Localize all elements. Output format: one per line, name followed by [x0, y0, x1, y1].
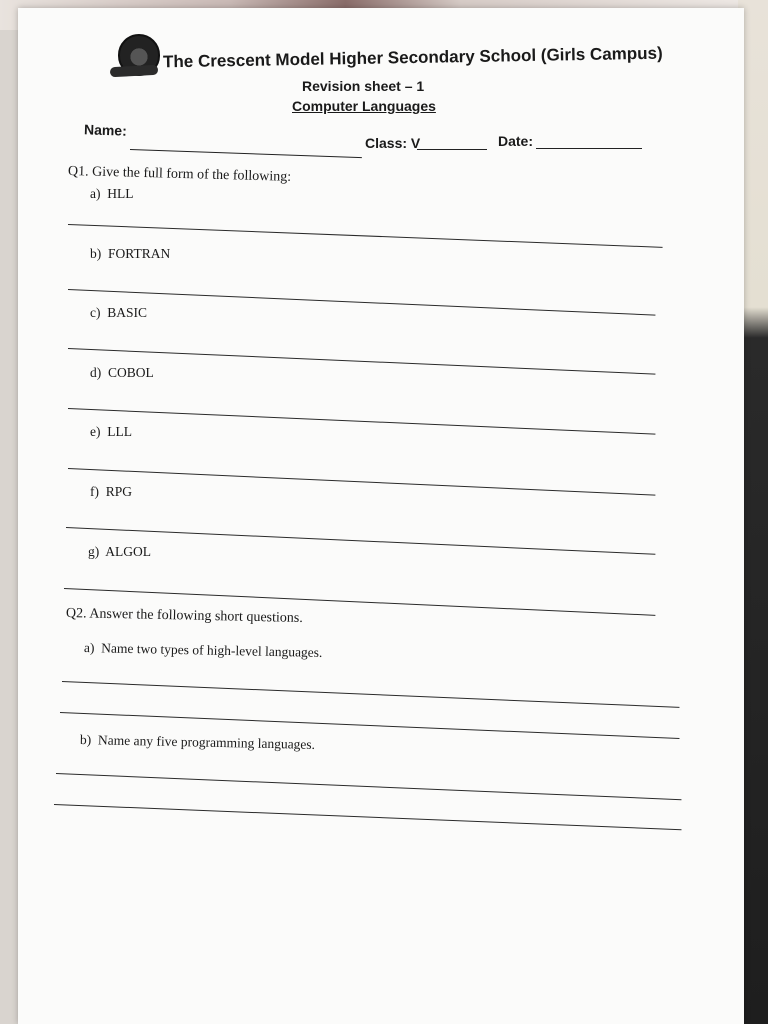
- q1-item-c: [90, 305, 147, 321]
- q2-item-text: Name any five programming languages.: [97, 732, 316, 752]
- name-label: Name:: [83, 121, 128, 139]
- q2-item-letter: a): [83, 640, 95, 656]
- date-label: Date:: [498, 133, 534, 149]
- q1-question: Q1. Give the full form of the following:: [67, 164, 292, 185]
- school-logo-banner: [110, 65, 158, 77]
- q1-answer-line-c[interactable]: [68, 348, 655, 375]
- q1-answer-line-d[interactable]: [68, 408, 655, 435]
- worksheet-paper: [18, 8, 744, 1024]
- q1-item-a: [90, 186, 134, 202]
- q1-answer-line-b[interactable]: [68, 289, 655, 316]
- q1-item-text: HLL: [107, 186, 134, 201]
- school-name: The Crescent Model Higher Secondary School (Girls Campus): [162, 43, 663, 72]
- q1-item-letter: e): [90, 424, 101, 439]
- q1-item-f: [90, 484, 132, 500]
- q2-item-b: [80, 732, 315, 753]
- class-label: Class: V: [365, 135, 421, 151]
- q1-item-g: [88, 544, 151, 560]
- q1-item-text: FORTRAN: [108, 246, 171, 261]
- q1-answer-line-f[interactable]: [66, 527, 655, 555]
- q1-item-b: [90, 246, 170, 262]
- q1-item-text: RPG: [105, 484, 133, 499]
- name-field[interactable]: [130, 149, 362, 158]
- q2-item-text: Name two types of high-level languages.: [101, 640, 323, 660]
- q2-answer-line-b1[interactable]: [56, 773, 681, 800]
- q1-item-text: BASIC: [107, 305, 148, 320]
- q1-item-letter: c): [90, 305, 101, 320]
- q1-item-letter: g): [88, 544, 100, 559]
- subject-title: Computer Languages: [292, 98, 436, 114]
- q1-item-letter: f): [90, 484, 99, 499]
- q1-item-text: ALGOL: [105, 544, 152, 559]
- q1-item-text: LLL: [107, 424, 132, 439]
- q1-item-e: [90, 424, 132, 440]
- date-field[interactable]: [536, 148, 642, 149]
- class-field[interactable]: [417, 149, 487, 150]
- q1-item-letter: d): [90, 365, 102, 380]
- sheet-title: Revision sheet – 1: [302, 78, 425, 94]
- q1-item-d: [90, 365, 154, 381]
- q2-item-a: [84, 640, 323, 661]
- q2-answer-line-a1[interactable]: [62, 681, 679, 708]
- q1-item-letter: b): [90, 246, 102, 261]
- q2-answer-line-b2[interactable]: [54, 804, 682, 830]
- q2-question: Q2. Answer the following short questions.: [65, 606, 303, 626]
- q1-item-letter: a): [90, 186, 101, 201]
- q1-answer-line-a[interactable]: [68, 224, 663, 248]
- q1-item-text: COBOL: [108, 365, 154, 380]
- q1-answer-line-e[interactable]: [68, 468, 655, 496]
- q2-item-letter: b): [79, 732, 92, 748]
